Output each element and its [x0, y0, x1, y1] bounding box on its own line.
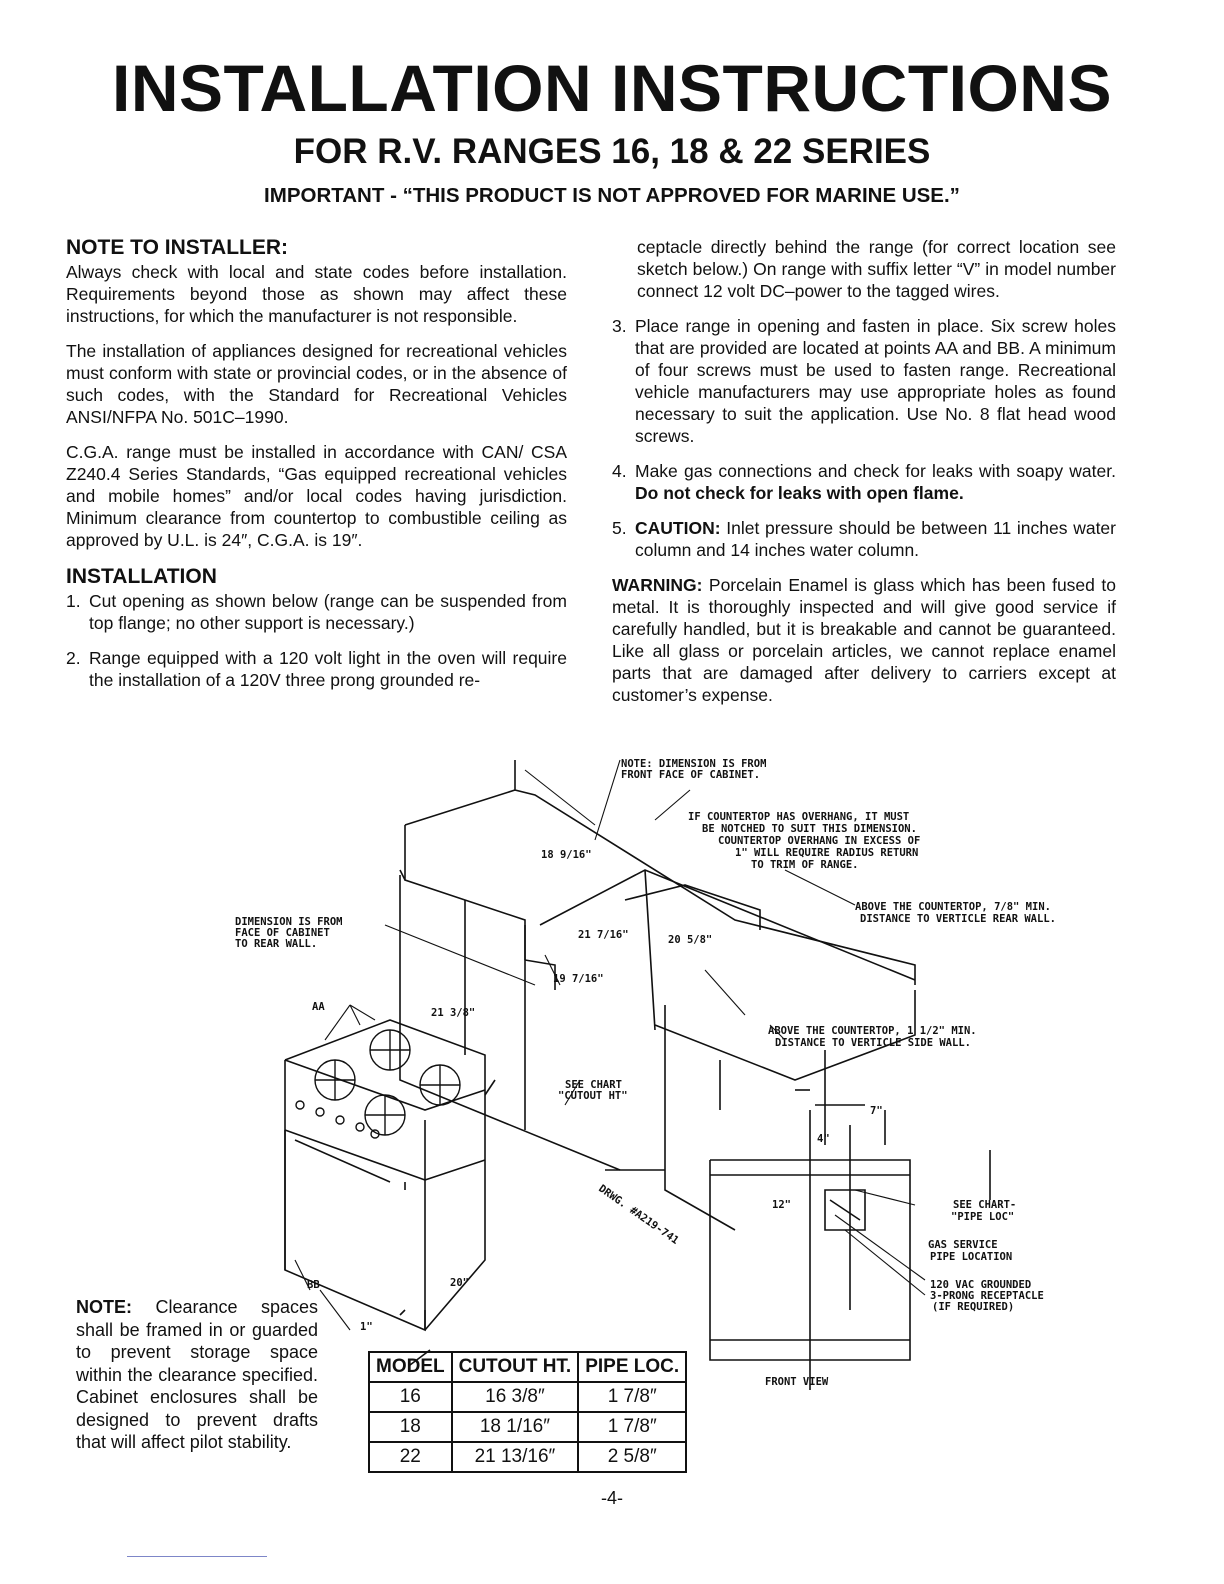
step-5	[612, 517, 1116, 561]
drawing-number: DRWG. #A219-741	[596, 1182, 681, 1247]
above-side-line2: DISTANCE TO VERTICLE SIDE WALL.	[775, 1037, 971, 1049]
table-row	[369, 1382, 686, 1412]
step-text: Place range in opening and fasten in place. Six screw holes that are provided are located at points AA and BB. A minimum of four screws must be used to fasten range. Recreational vehicle manufacturers may use appropriate holes as found necessary to suit the application. Use No. 8 flat head wood screws.	[635, 316, 1116, 446]
step-2	[66, 647, 567, 691]
step-1	[66, 590, 567, 634]
table-cell: 18 1/16″	[452, 1412, 579, 1442]
paragraph-rv-standards: The installation of appliances designed for recreational vehicles must conform with state or provincial codes, or in the absence of such codes, with the Standard for Recreational Vehicles ANSI/NFPA No. 501C–1990.	[66, 341, 567, 427]
receptacle-line3: (IF REQUIRED)	[932, 1301, 1015, 1313]
left-column	[66, 235, 567, 704]
dimension-21-3-8: 21 3/8"	[431, 1007, 476, 1019]
see-chart-line1: SEE CHART	[565, 1079, 622, 1091]
installation-steps	[66, 590, 567, 691]
step-3	[612, 315, 1116, 447]
column-header: PIPE LOC.	[578, 1352, 686, 1382]
marine-warning: IMPORTANT - “THIS PRODUCT IS NOT APPROVED FOR MARINE USE.”	[264, 184, 960, 207]
gas-service-line1: GAS SERVICE	[928, 1239, 998, 1251]
clearance-note	[76, 1296, 318, 1454]
note-label: NOTE:	[76, 1297, 132, 1317]
dimension-21-7-16: 21 7/16"	[578, 929, 629, 941]
dimension-1: 1"	[360, 1321, 373, 1333]
step-2-continued: ceptacle directly behind the range (for correct location see sketch below.) On range with suffix letter “V” in model number connect 12 volt DC–power to the tagged wires.	[637, 237, 1116, 301]
table-cell: 21 13/16″	[452, 1442, 579, 1472]
step-number: 4.	[612, 461, 627, 481]
footer-divider	[127, 1556, 267, 1557]
overhang-line1: IF COUNTERTOP HAS OVERHANG, IT MUST	[688, 811, 910, 823]
dimension-19-7-16: 19 7/16"	[553, 973, 604, 985]
note-dimension-line2: FRONT FACE OF CABINET.	[621, 769, 761, 781]
page-title: INSTALLATION INSTRUCTIONS	[112, 51, 1112, 125]
label-aa: AA	[312, 1001, 325, 1013]
installation-diagram	[225, 750, 1125, 1400]
label-bb: BB	[307, 1279, 320, 1291]
dimension-4: 4"	[817, 1133, 830, 1145]
table-cell: 16	[369, 1382, 452, 1412]
table-header-row	[369, 1352, 686, 1382]
step-number: 3.	[612, 316, 627, 336]
right-column	[612, 236, 1116, 719]
see-chart-line2: "CUTOUT HT"	[558, 1090, 628, 1102]
note-to-installer-heading: NOTE TO INSTALLER:	[66, 236, 289, 259]
see-pipe-line2: "PIPE LOC"	[951, 1211, 1015, 1223]
see-pipe-line1: SEE CHART-	[953, 1199, 1017, 1211]
overhang-line5: TO TRIM OF RANGE.	[751, 859, 859, 871]
dimension-20-5-8: 20 5/8"	[668, 934, 713, 946]
page-number: -4-	[601, 1488, 623, 1508]
table-cell: 1 7/8″	[578, 1382, 686, 1412]
warning-label: WARNING:	[612, 575, 703, 595]
step-4	[612, 460, 1116, 504]
table-cell: 18	[369, 1412, 452, 1442]
overhang-line2: BE NOTCHED TO SUIT THIS DIMENSION.	[702, 823, 917, 835]
receptacle-line1: 120 VAC GROUNDED	[930, 1279, 1032, 1291]
table-row	[369, 1442, 686, 1472]
installation-steps-continued	[612, 315, 1116, 561]
step-number: 2.	[66, 648, 81, 668]
step-number: 5.	[612, 518, 627, 538]
installation-heading: INSTALLATION	[66, 565, 217, 588]
step-text: Cut opening as shown below (range can be suspended from top flange; no other support is necessary.)	[89, 591, 567, 633]
gas-service-line2: PIPE LOCATION	[930, 1251, 1013, 1263]
paragraph-codes: Always check with local and state codes before installation. Requirements beyond those as shown may affect these instructions, for which the manufacturer is not responsible.	[66, 262, 567, 326]
cutout-chart-table	[368, 1351, 687, 1473]
warning-paragraph	[612, 574, 1116, 706]
table-cell: 16 3/8″	[452, 1382, 579, 1412]
column-header: MODEL	[369, 1352, 452, 1382]
step-number: 1.	[66, 591, 81, 611]
overhang-line4: 1" WILL REQUIRE RADIUS RETURN	[735, 847, 919, 859]
front-view-label: FRONT VIEW	[765, 1376, 829, 1388]
open-flame-warning: Do not check for leaks with open flame.	[635, 483, 964, 503]
dimension-12: 12"	[772, 1199, 791, 1211]
warning-text: Porcelain Enamel is glass which has been fused to metal. It is thoroughly inspected and will give good service if carefully handled, but it is breakable and cannot be guaranteed. Like all glass or porcelain articles, we cannot replace enamel parts that are damaged after delivery to carriers except at customer’s expense.	[612, 575, 1116, 705]
step-text: Range equipped with a 120 volt light in the oven will require the installation of a 120V three prong grounded re-	[89, 648, 567, 690]
above-side-line1: ABOVE THE COUNTERTOP, 1 1/2" MIN.	[768, 1025, 977, 1037]
caution-label: CAUTION:	[635, 518, 721, 538]
overhang-line3: COUNTERTOP OVERHANG IN EXCESS OF	[718, 835, 921, 847]
column-header: CUTOUT HT.	[452, 1352, 579, 1382]
dimension-face-line3: TO REAR WALL.	[235, 938, 318, 950]
note-text: Clearance spaces shall be framed in or guarded to prevent storage space within the clearance specified. Cabinet enclosures shall be designed to prevent drafts that will affect pilot stability.	[76, 1297, 318, 1452]
step-text: Make gas connections and check for leaks with soapy water.	[635, 461, 1116, 481]
dimension-7: 7"	[870, 1105, 883, 1117]
above-rear-line2: DISTANCE TO VERTICLE REAR WALL.	[860, 913, 1056, 925]
receptacle-line2: 3-PRONG RECEPTACLE	[930, 1290, 1044, 1302]
dimension-face-line2: FACE OF CABINET	[235, 927, 330, 939]
table-cell: 1 7/8″	[578, 1412, 686, 1442]
table-cell: 22	[369, 1442, 452, 1472]
page-subtitle: FOR R.V. RANGES 16, 18 & 22 SERIES	[293, 132, 931, 171]
dimension-18-9-16: 18 9/16"	[541, 849, 592, 861]
table-row	[369, 1412, 686, 1442]
above-rear-line1: ABOVE THE COUNTERTOP, 7/8" MIN.	[855, 901, 1051, 913]
table-cell: 2 5/8″	[578, 1442, 686, 1472]
note-dimension-line1: NOTE: DIMENSION IS FROM	[621, 758, 767, 770]
dimension-face-line1: DIMENSION IS FROM	[235, 916, 343, 928]
dimension-20: 20"	[450, 1277, 469, 1289]
step-text: Inlet pressure should be between 11 inches water column and 14 inches water column.	[635, 518, 1116, 560]
paragraph-cga: C.G.A. range must be installed in accordance with CAN/ CSA Z240.4 Series Standards, “Gas equipped recreational vehicles and mobile homes” and/or local codes having jurisdiction. Minimum clearance from countertop to combustible ceiling as approved by U.L. is 24″, C.G.A. is 19″.	[66, 442, 567, 550]
